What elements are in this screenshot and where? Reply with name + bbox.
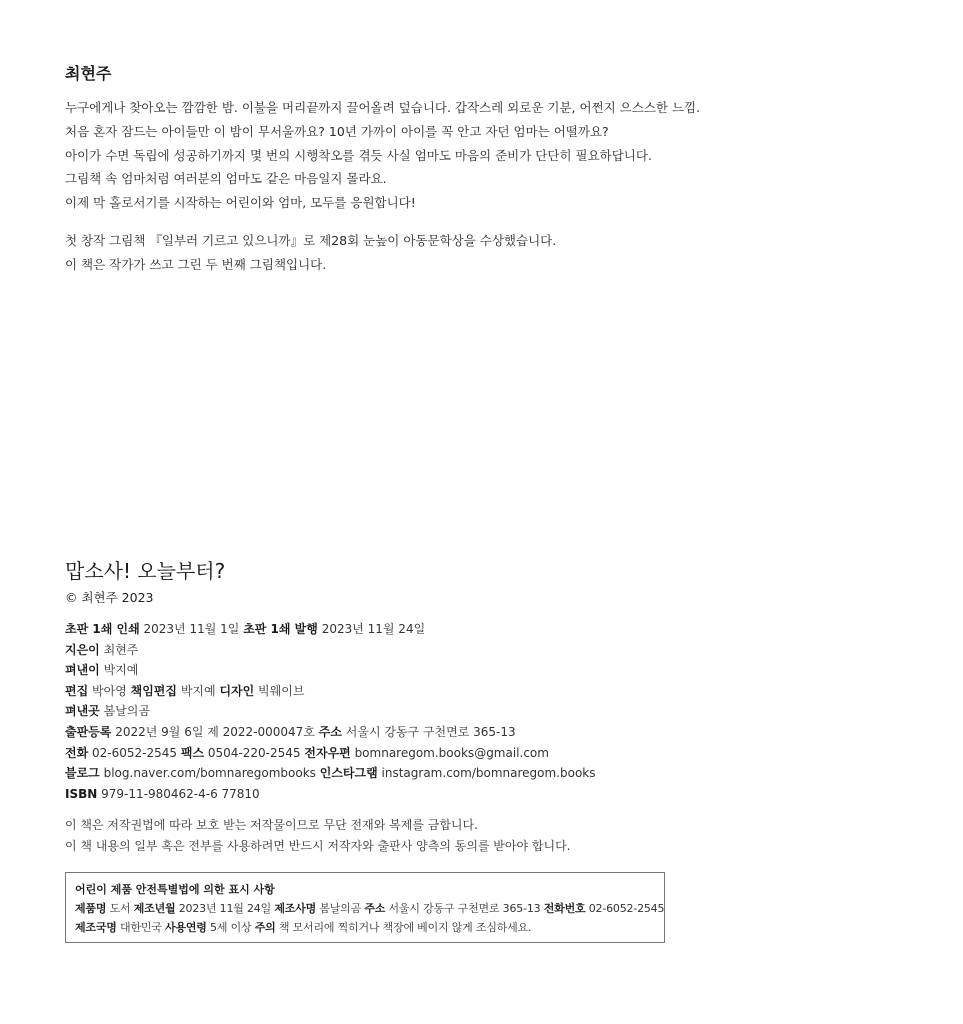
notice-line: 이 책은 저작권법에 따라 보호 받는 저작물이므로 무단 전재와 복제를 금합니다. <box>65 818 478 833</box>
fax-label: 팩스 <box>180 745 205 760</box>
author-bio <box>65 96 945 215</box>
made-date-label: 제조년월 <box>133 902 176 915</box>
colophon <box>65 556 945 857</box>
caution-value: 책 모서리에 찍히거나 책장에 베이지 않게 조심하세요. <box>278 921 532 934</box>
safety-title: 어린이 제품 안전특별법에 의한 표시 사항 <box>75 883 275 896</box>
age-label: 사용연령 <box>165 921 207 934</box>
bio-line: 이제 막 홀로서기를 시작하는 어린이와 엄마, 모두를 응원합니다! <box>65 195 416 211</box>
isbn-line <box>65 784 945 805</box>
author-line <box>65 640 945 661</box>
safety-label-box <box>65 872 665 943</box>
age-value: 5세 이상 <box>210 921 252 934</box>
author-section <box>65 62 945 277</box>
registration-line <box>65 722 945 743</box>
product-value: 도서 <box>109 902 131 915</box>
isbn-label: ISBN <box>65 786 98 801</box>
editing-line <box>65 681 945 702</box>
blog-label: 블로그 <box>65 766 100 781</box>
publisher-value: 박지예 <box>103 663 139 678</box>
works-line: 첫 창작 그림책 『일부러 기르고 있으니까』로 제28회 눈높이 아동문학상을 수상했습니다. <box>65 232 557 248</box>
press-label: 펴낸곳 <box>65 704 100 719</box>
safety-address-label: 주소 <box>364 902 386 915</box>
address-value: 서울시 강동구 구천면로 365-13 <box>345 724 516 739</box>
copyright-line: © 최현주 2023 <box>65 590 154 605</box>
book-title: 맙소사! 오늘부터? <box>65 559 226 583</box>
publisher-label: 펴낸이 <box>65 663 100 678</box>
bio-line: 아이가 수면 독립에 성공하기까지 몇 번의 시행착오를 겪듯 사실 엄마도 마음의 준비가 단단히 필요하답니다. <box>65 147 652 163</box>
instagram-value: instagram.com/bomnaregom.books <box>381 766 596 781</box>
country-value: 대한민국 <box>120 921 162 934</box>
press-value: 봄날의곰 <box>103 704 150 719</box>
safety-phone-value: 02-6052-2545 <box>588 902 665 915</box>
maker-label: 제조사명 <box>274 902 317 915</box>
publication-info <box>65 619 945 804</box>
design-value: 빅웨이브 <box>258 683 305 698</box>
works-line: 이 책은 작가가 쓰고 그린 두 번째 그림책입니다. <box>65 256 327 272</box>
safety-line-1 <box>75 899 665 918</box>
first-print-label: 초판 1쇄 인쇄 <box>65 622 140 636</box>
copyright-notice <box>65 815 945 856</box>
phone-value: 02-6052-2545 <box>92 745 178 760</box>
press-line <box>65 701 945 722</box>
product-label: 제품명 <box>75 902 107 915</box>
bio-line: 누구에게나 찾아오는 깜깜한 밤. 이불을 머리끝까지 끌어올려 덮습니다. 갑작스레 외로운 기분, 어쩐지 으스스한 느낌. <box>65 100 701 115</box>
chief-editor-value: 박지예 <box>180 683 216 698</box>
first-print-date: 2023년 11월 1일 <box>143 622 240 636</box>
editor-value: 박아영 <box>92 683 127 698</box>
address-label: 주소 <box>318 724 342 739</box>
blog-value: blog.naver.com/bomnaregombooks <box>103 766 316 781</box>
registration-label: 출판등록 <box>65 724 112 739</box>
email-value: bomnaregom.books@gmail.com <box>354 745 549 760</box>
country-label: 제조국명 <box>75 921 117 934</box>
caution-label: 주의 <box>254 921 276 934</box>
registration-value: 2022년 9월 6일 제 2022-000047호 <box>115 724 315 739</box>
social-line <box>65 763 945 784</box>
design-label: 디자인 <box>219 683 255 698</box>
publisher-line <box>65 660 945 681</box>
chief-editor-label: 책임편집 <box>130 683 177 698</box>
first-pub-date: 2023년 11월 24일 <box>321 622 426 636</box>
author-works <box>65 229 945 277</box>
print-dates-line <box>65 619 945 640</box>
isbn-value: 979-11-980462-4-6 77810 <box>101 786 260 801</box>
author-name: 최현주 <box>65 64 112 83</box>
email-label: 전자우편 <box>304 745 351 760</box>
phone-label: 전화 <box>65 745 89 760</box>
notice-line: 이 책 내용의 일부 혹은 전부를 사용하려면 반드시 저작자와 출판사 양측의 동의를 받아야 합니다. <box>65 838 571 853</box>
made-date-value: 2023년 11월 24일 <box>178 902 272 915</box>
bio-line: 처음 혼자 잠드는 아이들만 이 밤이 무서울까요? 10년 가까이 아이를 꼭 안고 자던 엄마는 어떨까요? <box>65 123 609 139</box>
editor-label: 편집 <box>65 683 89 698</box>
safety-line-2 <box>75 918 655 937</box>
maker-value: 봄날의곰 <box>319 902 362 915</box>
fax-value: 0504-220-2545 <box>207 745 301 760</box>
bio-line: 그림책 속 엄마처럼 여러분의 엄마도 같은 마음일지 몰라요. <box>65 171 387 187</box>
author-value: 최현주 <box>103 642 139 657</box>
contact-line <box>65 743 945 764</box>
author-label: 지은이 <box>65 642 100 657</box>
safety-address-value: 서울시 강동구 구천면로 365-13 <box>388 902 541 915</box>
first-pub-label: 초판 1쇄 발행 <box>243 622 318 636</box>
safety-phone-label: 전화번호 <box>543 902 586 915</box>
instagram-label: 인스타그램 <box>319 766 378 781</box>
